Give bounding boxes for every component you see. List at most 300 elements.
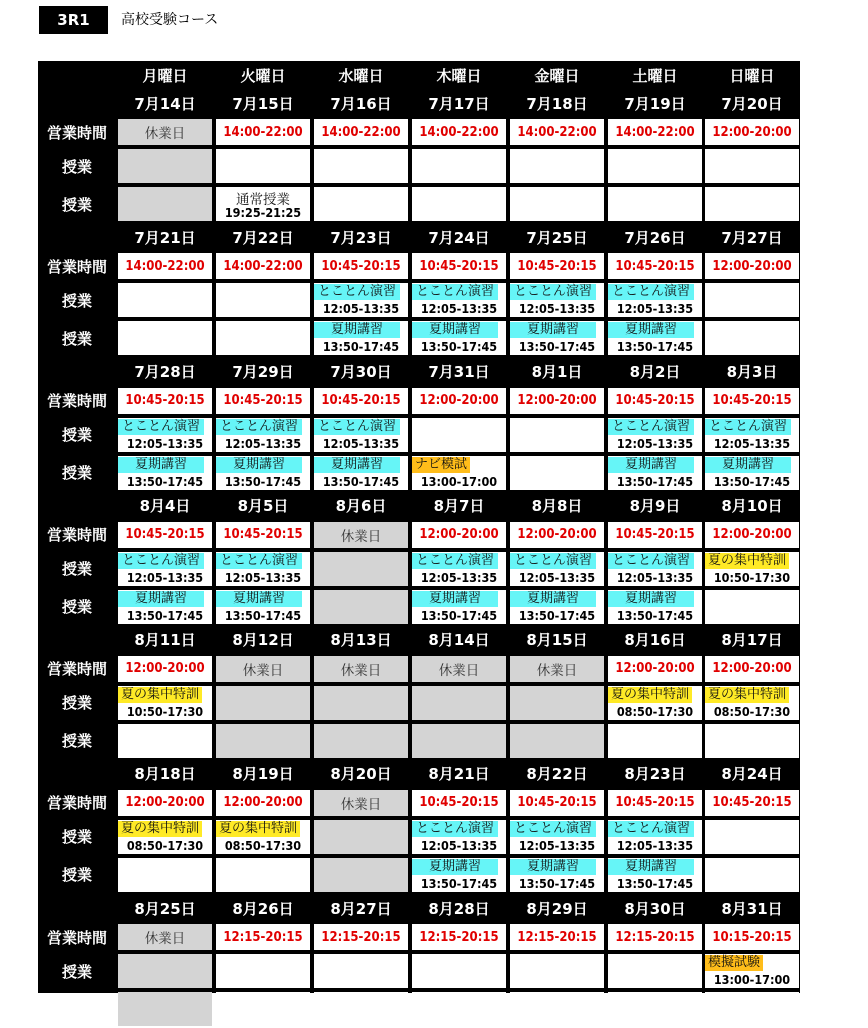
hours-box [314, 924, 408, 950]
hours-box [412, 924, 506, 950]
class-box [216, 590, 310, 624]
hours-cell [312, 520, 410, 550]
closed-class-box [118, 149, 212, 183]
class-cell [508, 684, 606, 722]
date-label: 8月2日 [629, 362, 681, 381]
class-name-tag: 夏の集中特訓 [118, 821, 202, 837]
business-hours-row [38, 386, 800, 416]
class-time-text: 12:05-13:35 [420, 569, 498, 585]
hours-cell [508, 386, 606, 416]
date-label: 8月26日 [232, 899, 294, 918]
class-cell [410, 185, 508, 223]
class-cell [704, 281, 800, 319]
class-cell [116, 281, 214, 319]
hours-box [705, 790, 799, 816]
class-box [216, 187, 310, 221]
class-box [705, 187, 799, 221]
class-cell [508, 550, 606, 588]
business-hours-text: 10:45-20:15 [615, 258, 695, 274]
date-label: 8月31日 [721, 899, 783, 918]
class-cell [508, 185, 606, 223]
closed-class-box [216, 724, 310, 758]
date-label: 8月16日 [624, 631, 686, 650]
class-box [510, 456, 604, 490]
class-name-tag: 夏期講習 [216, 591, 302, 607]
class-cell [606, 281, 704, 319]
class-cell [214, 147, 312, 185]
hours-box [510, 253, 604, 279]
class-cell [116, 588, 214, 626]
class-box [608, 954, 702, 988]
hours-box [705, 522, 799, 548]
business-hours-text: 10:45-20:15 [615, 393, 695, 409]
hours-cell [508, 117, 606, 147]
class-box [412, 590, 506, 624]
row-label: 授業 [61, 464, 92, 483]
class-time-text: 12:05-13:35 [420, 301, 498, 317]
class-box [314, 321, 408, 355]
class-cell [606, 684, 704, 722]
class-box [608, 456, 702, 490]
hours-cell [704, 520, 800, 550]
hours-cell [312, 654, 410, 684]
weekday-label: 月曜日 [142, 66, 188, 85]
class-box [216, 820, 310, 854]
class-cell [116, 856, 214, 894]
business-hours-text: 14:00-22:00 [419, 124, 499, 140]
class-row [38, 185, 800, 223]
closed-class-box [412, 724, 506, 758]
class-cell [116, 185, 214, 223]
business-hours-text: 12:15-20:15 [419, 929, 499, 945]
date-label: 7月31日 [428, 362, 490, 381]
date-label: 8月5日 [237, 497, 289, 516]
class-box [608, 283, 702, 317]
date-row [38, 223, 800, 251]
date-label: 7月16日 [330, 94, 392, 113]
business-hours-text: 12:00-20:00 [517, 393, 597, 409]
class-box [510, 590, 604, 624]
row-label: 授業 [61, 329, 92, 348]
class-box [216, 858, 310, 892]
class-time-text: 08:50-17:30 [616, 703, 694, 719]
closed-day-text: 休業日 [242, 662, 284, 679]
class-box [118, 456, 212, 490]
closed-class-box [118, 992, 212, 1026]
date-row-spacer [38, 760, 116, 788]
class-box [608, 418, 702, 452]
hours-box [510, 119, 604, 145]
class-cell [312, 952, 410, 990]
class-name-tag: とことん演習 [412, 821, 498, 837]
class-name-tag: ナビ模試 [412, 457, 470, 473]
class-name-tag: とことん演習 [314, 284, 400, 300]
date-row-spacer [38, 492, 116, 520]
class-time-text: 12:05-13:35 [420, 837, 498, 853]
row-label: 授業 [61, 291, 92, 310]
class-cell [214, 990, 312, 1028]
class-name-tag: とことん演習 [705, 419, 791, 435]
business-hours-text: 12:15-20:15 [615, 929, 695, 945]
class-time-text: 13:50-17:45 [420, 875, 498, 891]
business-hours-text: 14:00-22:00 [223, 124, 303, 140]
class-box [608, 992, 702, 1026]
class-cell [704, 684, 800, 722]
class-row [38, 416, 800, 454]
date-label: 8月13日 [330, 631, 392, 650]
hours-cell [116, 788, 214, 818]
hours-cell [704, 788, 800, 818]
class-cell [606, 416, 704, 454]
hours-box [118, 790, 212, 816]
class-cell [606, 588, 704, 626]
class-box [510, 283, 604, 317]
business-hours-text: 12:00-20:00 [125, 795, 205, 811]
business-hours-text: 10:45-20:15 [125, 527, 205, 543]
business-hours-text: 10:45-20:15 [223, 393, 303, 409]
business-hours-text: 14:00-22:00 [223, 258, 303, 274]
class-name-tag: 模擬試験 [705, 955, 763, 971]
class-box [705, 456, 799, 490]
hours-box [608, 790, 702, 816]
closed-class-box [314, 590, 408, 624]
date-row [38, 626, 800, 654]
business-hours-text: 12:00-20:00 [517, 527, 597, 543]
class-cell [704, 990, 800, 1028]
date-label: 8月1日 [531, 362, 583, 381]
class-cell [410, 588, 508, 626]
class-cell [312, 185, 410, 223]
class-name-tag: 夏の集中特訓 [216, 821, 300, 837]
date-label: 7月24日 [428, 228, 490, 247]
row-label: 営業時間 [46, 123, 107, 142]
closed-day-text: 休業日 [438, 662, 480, 679]
class-box [510, 954, 604, 988]
closed-day-text: 休業日 [144, 126, 186, 143]
class-name-tag: 夏の集中特訓 [705, 553, 789, 569]
class-cell [606, 550, 704, 588]
class-cell [116, 952, 214, 990]
business-hours-text: 10:45-20:15 [419, 795, 499, 811]
business-hours-text: 12:00-20:00 [712, 661, 792, 677]
hours-box [510, 522, 604, 548]
weekday-label: 土曜日 [632, 66, 678, 85]
class-time-text: 12:05-13:35 [616, 569, 694, 585]
class-box [510, 187, 604, 221]
course-code-badge: 3R1 [39, 6, 108, 34]
class-row [38, 588, 800, 626]
class-box [216, 321, 310, 355]
closed-day-box [118, 119, 212, 145]
row-label: 授業 [61, 828, 92, 847]
date-label: 8月14日 [428, 631, 490, 650]
hours-cell [606, 117, 704, 147]
date-label: 8月15日 [526, 631, 588, 650]
closed-day-box [314, 522, 408, 548]
class-cell [410, 722, 508, 760]
class-cell [116, 818, 214, 856]
row-label: 営業時間 [46, 257, 107, 276]
business-hours-text: 10:45-20:15 [419, 258, 499, 274]
class-box [608, 321, 702, 355]
business-hours-text: 10:45-20:15 [321, 258, 401, 274]
date-row [38, 760, 800, 788]
date-label: 8月4日 [139, 497, 191, 516]
class-box [216, 954, 310, 988]
class-box [608, 858, 702, 892]
date-label: 8月30日 [624, 899, 686, 918]
class-cell [410, 684, 508, 722]
class-cell [410, 281, 508, 319]
date-label: 7月19日 [624, 94, 686, 113]
row-label: 営業時間 [46, 392, 107, 411]
weekday-label: 金曜日 [534, 66, 580, 85]
date-row-spacer [38, 89, 116, 117]
class-name-tag: とことん演習 [608, 419, 694, 435]
class-box [608, 552, 702, 586]
hours-cell [606, 922, 704, 952]
class-box [314, 456, 408, 490]
hours-cell [508, 654, 606, 684]
class-name-tag: 夏期講習 [118, 591, 204, 607]
hours-box [216, 522, 310, 548]
hours-box [118, 656, 212, 682]
date-row-spacer [38, 626, 116, 654]
hours-box [314, 388, 408, 414]
closed-day-text: 休業日 [340, 662, 382, 679]
hours-cell [116, 520, 214, 550]
hours-cell [704, 117, 800, 147]
row-label: 授業 [61, 694, 92, 713]
hours-cell [410, 654, 508, 684]
class-box [510, 149, 604, 183]
class-box [412, 992, 506, 1026]
row-label: 営業時間 [46, 526, 107, 545]
business-hours-row [38, 788, 800, 818]
class-box [705, 552, 799, 586]
hours-cell [214, 117, 312, 147]
class-name-tag: とことん演習 [412, 284, 498, 300]
hours-cell [116, 654, 214, 684]
hours-cell [410, 520, 508, 550]
class-name-tag: 夏期講習 [412, 322, 498, 338]
class-box [705, 283, 799, 317]
business-hours-text: 14:00-22:00 [517, 124, 597, 140]
row-label: 授業 [61, 157, 92, 176]
class-time-text: 13:50-17:45 [224, 607, 302, 623]
class-cell [704, 856, 800, 894]
date-row-spacer [38, 223, 116, 251]
corner-cell [38, 61, 116, 89]
class-name-tag: とことん演習 [118, 553, 204, 569]
class-box [608, 724, 702, 758]
class-cell [214, 281, 312, 319]
class-name-tag: 夏の集中特訓 [705, 687, 789, 703]
class-box [608, 187, 702, 221]
class-box [118, 552, 212, 586]
class-time-text: 13:50-17:45 [518, 339, 596, 355]
date-label: 8月10日 [721, 497, 783, 516]
class-cell [410, 416, 508, 454]
date-label: 7月14日 [134, 94, 196, 113]
class-cell [606, 319, 704, 357]
class-cell [214, 684, 312, 722]
class-time-text: 13:50-17:45 [322, 339, 400, 355]
class-box [608, 820, 702, 854]
class-cell [704, 818, 800, 856]
business-hours-text: 10:45-20:15 [517, 795, 597, 811]
class-name-tag: とことん演習 [608, 553, 694, 569]
class-time-text: 12:05-13:35 [616, 301, 694, 317]
hours-cell [410, 922, 508, 952]
class-time-text: 12:05-13:35 [616, 435, 694, 451]
class-box [216, 456, 310, 490]
class-box [705, 724, 799, 758]
class-cell [508, 856, 606, 894]
class-box [705, 686, 799, 720]
class-box [510, 418, 604, 452]
class-cell [116, 990, 214, 1028]
class-time-text: 12:05-13:35 [224, 435, 302, 451]
closed-day-box [412, 656, 506, 682]
hours-cell [116, 922, 214, 952]
closed-class-box [510, 686, 604, 720]
weekday-label: 木曜日 [436, 66, 482, 85]
class-time-text: 13:00-17:00 [713, 972, 791, 988]
class-name-tag: 夏の集中特訓 [118, 687, 202, 703]
hours-cell [214, 386, 312, 416]
class-name-tag: とことん演習 [510, 821, 596, 837]
class-name-tag: 夏期講習 [314, 457, 400, 473]
hours-cell [606, 788, 704, 818]
course-title: 高校受験コース [121, 12, 219, 28]
class-time-text: 13:50-17:45 [616, 875, 694, 891]
class-time-text: 13:50-17:45 [322, 473, 400, 489]
date-label: 8月17日 [721, 631, 783, 650]
business-hours-text: 10:45-20:15 [712, 393, 792, 409]
class-box [412, 321, 506, 355]
class-box [705, 418, 799, 452]
class-box [412, 456, 506, 490]
closed-class-box [412, 686, 506, 720]
business-hours-text: 10:15-20:15 [712, 929, 792, 945]
closed-day-box [510, 656, 604, 682]
business-hours-text: 10:45-20:15 [712, 795, 792, 811]
row-label: 営業時間 [46, 660, 107, 679]
hours-cell [704, 654, 800, 684]
class-box [314, 954, 408, 988]
hours-cell [508, 520, 606, 550]
row-label: 営業時間 [46, 928, 107, 947]
closed-class-box [118, 954, 212, 988]
class-row [38, 454, 800, 492]
date-label: 8月29日 [526, 899, 588, 918]
class-cell [116, 684, 214, 722]
weekday-label: 火曜日 [240, 66, 286, 85]
class-row [38, 990, 800, 1028]
class-box [412, 552, 506, 586]
class-time-text: 12:05-13:35 [126, 569, 204, 585]
class-name-tag: とことん演習 [412, 553, 498, 569]
class-cell [410, 856, 508, 894]
class-time-text: 10:50-17:30 [126, 703, 204, 719]
hours-cell [704, 251, 800, 281]
closed-class-box [314, 820, 408, 854]
class-cell [116, 319, 214, 357]
hours-cell [410, 788, 508, 818]
row-label: 授業 [61, 732, 92, 751]
class-cell [606, 454, 704, 492]
class-row [38, 281, 800, 319]
class-time-text: 12:05-13:35 [518, 837, 596, 853]
class-time-text: 13:50-17:45 [126, 607, 204, 623]
class-name-tag: 夏の集中特訓 [608, 687, 692, 703]
hours-cell [508, 922, 606, 952]
class-box [216, 992, 310, 1026]
class-box [510, 992, 604, 1026]
row-label: 授業 [61, 1000, 92, 1019]
class-box [608, 590, 702, 624]
class-cell [606, 952, 704, 990]
class-cell [312, 588, 410, 626]
class-time-text: 13:50-17:45 [616, 339, 694, 355]
class-time-text: 13:50-17:45 [713, 473, 791, 489]
class-cell [508, 454, 606, 492]
class-box [118, 321, 212, 355]
hours-cell [410, 117, 508, 147]
business-hours-text: 12:15-20:15 [517, 929, 597, 945]
date-label: 8月22日 [526, 765, 588, 784]
hours-cell [312, 386, 410, 416]
class-name-tag: とことん演習 [608, 821, 694, 837]
hours-cell [312, 117, 410, 147]
class-time-text: 12:05-13:35 [322, 435, 400, 451]
class-time-text: 13:00-17:00 [420, 473, 498, 489]
class-cell [508, 818, 606, 856]
date-label: 7月18日 [526, 94, 588, 113]
business-hours-text: 12:00-20:00 [712, 527, 792, 543]
class-name-tag: とことん演習 [608, 284, 694, 300]
class-box [216, 418, 310, 452]
hours-cell [214, 654, 312, 684]
closed-class-box [314, 686, 408, 720]
class-time-text: 13:50-17:45 [518, 875, 596, 891]
date-label: 8月24日 [721, 765, 783, 784]
class-box [216, 283, 310, 317]
class-box [314, 418, 408, 452]
closed-class-box [216, 686, 310, 720]
class-cell [704, 722, 800, 760]
class-cell [508, 147, 606, 185]
business-hours-text: 10:45-20:15 [321, 393, 401, 409]
business-hours-row [38, 251, 800, 281]
class-box [705, 321, 799, 355]
row-label: 営業時間 [46, 794, 107, 813]
class-time-text: 12:05-13:35 [616, 837, 694, 853]
date-label: 8月19日 [232, 765, 294, 784]
class-cell [606, 990, 704, 1028]
date-label: 7月15日 [232, 94, 294, 113]
class-name-tag: 夏期講習 [216, 457, 302, 473]
row-label: 授業 [61, 866, 92, 885]
class-time-text: 08:50-17:30 [224, 837, 302, 853]
class-time-text: 08:50-17:30 [126, 837, 204, 853]
hours-box [608, 388, 702, 414]
hours-box [705, 656, 799, 682]
hours-cell [704, 922, 800, 952]
date-row [38, 492, 800, 520]
class-cell [312, 281, 410, 319]
